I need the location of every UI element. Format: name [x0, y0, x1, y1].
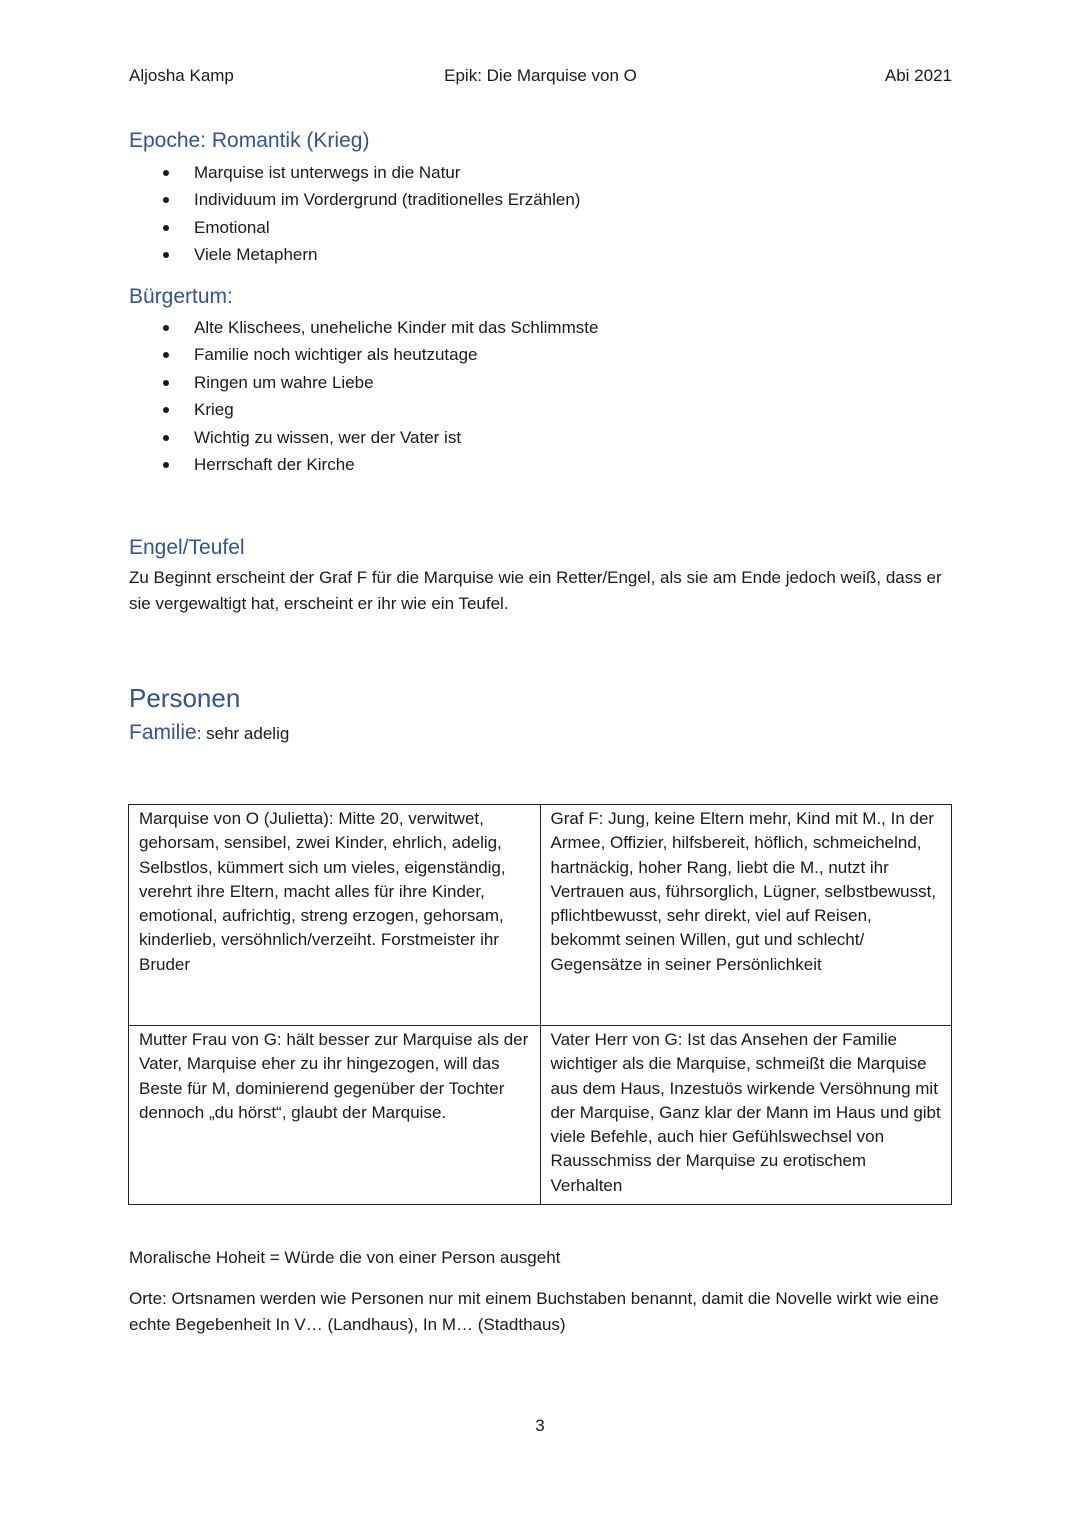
personen-heading: Personen: [129, 683, 241, 713]
list-item: Familie noch wichtiger als heutzutage: [129, 341, 598, 368]
person-cell-marquise: Marquise von O (Julietta): Mitte 20, verwitwet, gehorsam, sensibel, zwei Kinder, ehrlich, adelig, Selbstlos, kümmert sich um vieles, eigenständig, verehrt ihre Eltern, macht alles für ihre Kinder, emotional, aufrichtig, streng erzogen, gehorsam, kinderlieb, versöhnlich/verzeiht. Forstmeister ihr Bruder: [129, 805, 541, 1026]
header-course: Abi 2021: [884, 66, 952, 85]
orte-text: Orte: Ortsnamen werden wie Personen nur mit einem Buchstaben benannt, damit die Novelle wirkt wie eine echte Begebenheit In V… (Landhaus), In M… (Stadthaus): [129, 1289, 939, 1334]
epoche-heading: Epoche: Romantik (Krieg): [129, 129, 370, 152]
epoche-list: [129, 159, 580, 269]
moral-text: Moralische Hoheit = Würde die von einer Person ausgeht: [129, 1248, 561, 1267]
list-item: Emotional: [129, 214, 580, 241]
person-cell-graf: Graf F: Jung, keine Eltern mehr, Kind mit M., In der Armee, Offizier, hilfsbereit, höflich, schmeichelnd, hartnäckig, hoher Rang, liebt die M., nutzt ihr Vertrauen aus, führsorglich, Lügner, selbstbewusst, pflichtbewusst, sehr direkt, viel auf Reisen, bekommt seinen Willen, gut und schlecht/ Gegensätze in seiner Persönlichkeit: [540, 805, 952, 1026]
list-item: Ringen um wahre Liebe: [129, 369, 598, 396]
persons-table: [128, 804, 952, 1205]
list-item: Krieg: [129, 396, 598, 423]
list-item: Marquise ist unterwegs in die Natur: [129, 159, 580, 186]
buergertum-list: [129, 314, 598, 478]
familie-label: Familie: [129, 721, 197, 744]
familie-line: [129, 721, 289, 745]
buergertum-heading: Bürgertum:: [129, 285, 233, 308]
person-cell-vater: Vater Herr von G: Ist das Ansehen der Familie wichtiger als die Marquise, schmeißt die Marquise aus dem Haus, Inzestuös wirkende Versöhnung mit der Marquise, Ganz klar der Mann im Haus und gibt viele Befehle, auch hier Gefühlswechsel von Rausschmiss der Marquise zu erotischem Verhalten: [540, 1026, 952, 1205]
list-item: Alte Klischees, uneheliche Kinder mit das Schlimmste: [129, 314, 598, 341]
list-item: Wichtig zu wissen, wer der Vater ist: [129, 424, 598, 451]
table-row: [129, 805, 952, 1026]
header-author: Aljosha Kamp: [129, 66, 234, 85]
page-header: [129, 66, 952, 90]
header-title: Epik: Die Marquise von O: [444, 66, 637, 85]
table-row: [129, 1026, 952, 1205]
familie-value: : sehr adelig: [196, 724, 290, 743]
list-item: Individuum im Vordergrund (traditionelles Erzählen): [129, 186, 580, 213]
engel-teufel-heading: Engel/Teufel: [129, 536, 245, 559]
page-number: 3: [535, 1416, 545, 1435]
engel-teufel-text: Zu Beginnt erscheint der Graf F für die Marquise wie ein Retter/Engel, als sie am Ende jedoch weiß, dass er sie vergewaltigt hat, erscheint er ihr wie ein Teufel.: [129, 568, 942, 613]
list-item: Herrschaft der Kirche: [129, 451, 598, 478]
person-cell-mutter: Mutter Frau von G: hält besser zur Marquise als der Vater, Marquise eher zu ihr hingezogen, will das Beste für M, dominierend gegenüber der Tochter dennoch „du hörst“, glaubt der Marquise.: [129, 1026, 541, 1205]
list-item: Viele Metaphern: [129, 241, 580, 268]
